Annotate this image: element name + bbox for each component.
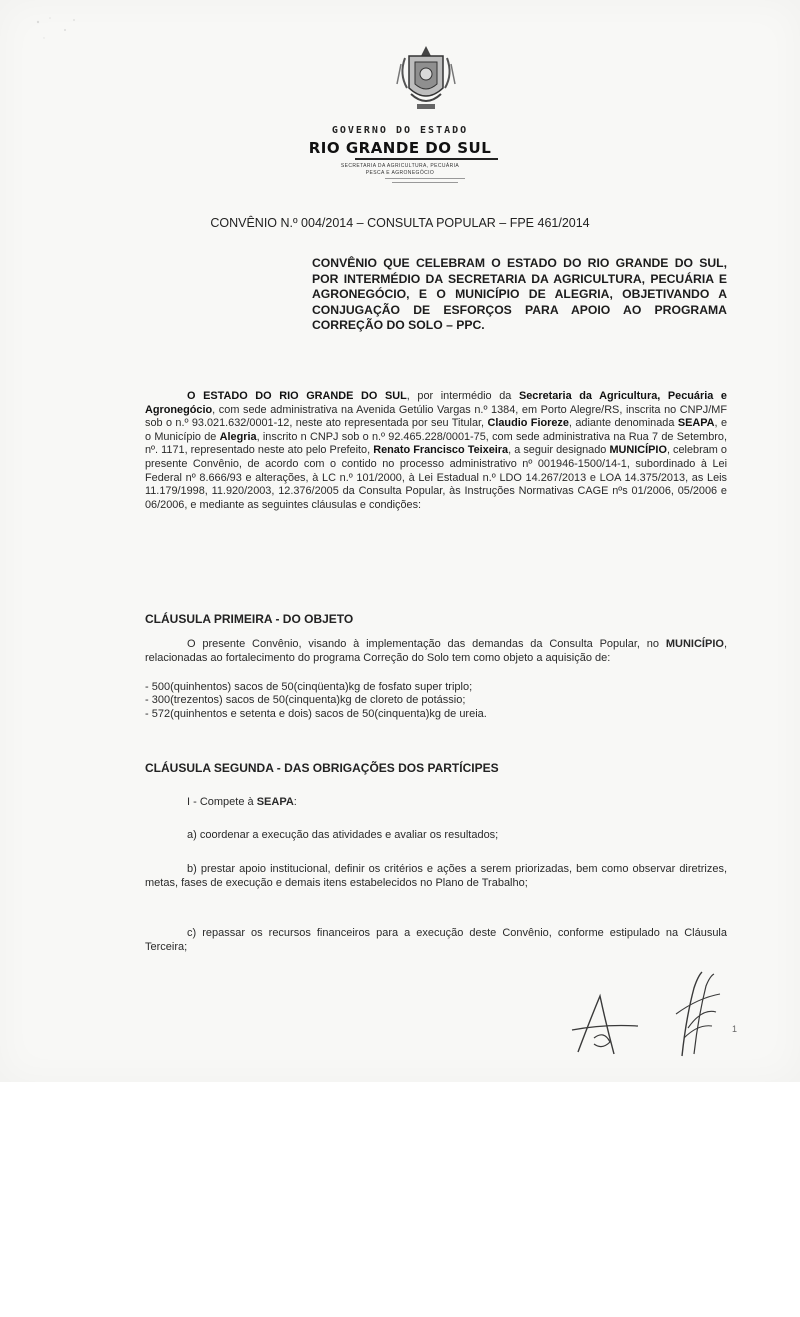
preamble-paragraph xyxy=(145,390,727,512)
preamble-municipality: Alegria xyxy=(219,430,257,443)
preamble-text: , celebram o presente Convênio, de acordo com o contido no processo administrativo nº 001946-1500/14-1, subordinado à Lei Federal nº 8.666/93 e alterações, à LC n.º 101/2000, à Lei Estadual n.º LDO 14.267/2013 e LOA 14.375/2013, as Leis 11.179/1998, 11.920/2003, 12.376/2005 da Consulta Popular, às Instruções Normativas CAGE nºs 01/2006, 05/2006 e 06/2006, e mediante as seguintes cláusulas e condições: xyxy=(145,444,727,511)
header-small-text-line xyxy=(392,182,458,183)
header-secretariat-line-2: PESCA E AGRONEGÓCIO xyxy=(365,170,435,176)
signature-initials-2 xyxy=(668,968,726,1060)
preamble-titular: Claudio Fioreze xyxy=(487,417,569,430)
preamble-text: , por intermédio da xyxy=(406,390,519,402)
clause-2-heading: CLÁUSULA SEGUNDA - DAS OBRIGAÇÕES DOS PARTÍCIPES xyxy=(145,761,499,775)
list-item: - 500(quinhentos) sacos de 50(cinqüenta)kg de fosfato super triplo; xyxy=(145,681,473,693)
header-small-text-line xyxy=(385,178,465,179)
document-title: CONVÊNIO N.º 004/2014 – CONSULTA POPULAR – FPE 461/2014 xyxy=(210,216,590,230)
agreement-summary: CONVÊNIO QUE CELEBRAM O ESTADO DO RIO GRANDE DO SUL, POR INTERMÉDIO DA SECRETARIA DA AGRICULTURA, PECUÁRIA E AGRONEGÓCIO, E O MUNICÍPIO DE ALEGRIA, OBJETIVANDO A CONJUGAÇÃO DE ESFORÇOS PARA APOIO AO PROGRAMA CORREÇÃO DO SOLO – PPC. xyxy=(312,256,727,332)
clause-1-text: O presente Convênio, visando à implementação das demandas da Consulta Popular, no xyxy=(187,638,666,650)
preamble-text: , inscrito n CNPJ sob o n.º 92.465.228/0001-75, com sede administrativa na Rua 7 de Setembro, nº. 1171, representado neste ato pelo Prefeito, xyxy=(145,430,728,457)
state-coat-of-arms-icon xyxy=(395,44,457,126)
clause-2-intro-text: I - Compete à xyxy=(187,796,257,808)
clause-1-municipio: MUNICÍPIO xyxy=(665,638,724,650)
preamble-text: , adiante denominada xyxy=(568,417,678,430)
header-rule xyxy=(355,158,498,160)
page-number: 1 xyxy=(732,1024,738,1034)
clause-2-item-c: c) repassar os recursos financeiros para a execução deste Convênio, conforme estipulado na Cláusula Terceira; xyxy=(145,927,727,953)
clause-2-intro xyxy=(145,795,727,809)
clause-1-paragraph xyxy=(145,638,727,666)
preamble-secretariat: Secretaria da Agricultura, Pecuária e Agronegócio xyxy=(145,390,727,416)
clause-2-item-a: a) coordenar a execução das atividades e avaliar os resultados; xyxy=(187,829,499,841)
preamble-text: , e o Município de xyxy=(145,417,728,443)
header-secretariat-line: SECRETARIA DA AGRICULTURA, PECUÁRIA xyxy=(340,163,460,169)
preamble-text: , a seguir designado xyxy=(508,444,610,457)
clause-1-text: , relacionadas ao fortalecimento do programa Correção do Solo tem como objeto a aquisição de: xyxy=(145,638,727,664)
preamble-mayor: Renato Francisco Teixeira xyxy=(373,444,509,457)
preamble-seapa: SEAPA xyxy=(677,417,715,430)
preamble-municipio: MUNICÍPIO xyxy=(609,444,667,457)
preamble-text: , com sede administrativa na Avenida Getúlio Vargas n.º 1384, em Porto Alegre/RS, inscrita no CNPJ/MF sob o n.º 93.021.632/0001-12, neste ato representada por seu Titular, xyxy=(145,403,727,430)
object-list xyxy=(145,681,487,721)
clause-2-intro-text: : xyxy=(293,796,297,808)
clause-2-item-b: b) prestar apoio institucional, definir os critérios e ações a serem priorizadas, bem como observar diretrizes, metas, fases de execução e demais itens estabelecidos no Plano de Trabalho; xyxy=(145,863,727,889)
scan-smudge xyxy=(30,12,90,52)
list-item: - 300(trezentos) sacos de 50(cinquenta)kg de cloreto de potássio; xyxy=(145,694,466,707)
signature-initials-1 xyxy=(570,990,640,1060)
preamble-party-state: O ESTADO DO RIO GRANDE DO SUL xyxy=(187,390,407,402)
clause-1-heading: CLÁUSULA PRIMEIRA - DO OBJETO xyxy=(145,612,354,626)
header-government-line: GOVERNO DO ESTADO xyxy=(331,125,469,136)
clause-2-seapa: SEAPA xyxy=(256,796,294,808)
header-state-name: RIO GRANDE DO SUL xyxy=(308,139,492,157)
list-item: - 572(quinhentos e setenta e dois) sacos de 50(cinquenta)kg de ureia. xyxy=(145,707,487,720)
